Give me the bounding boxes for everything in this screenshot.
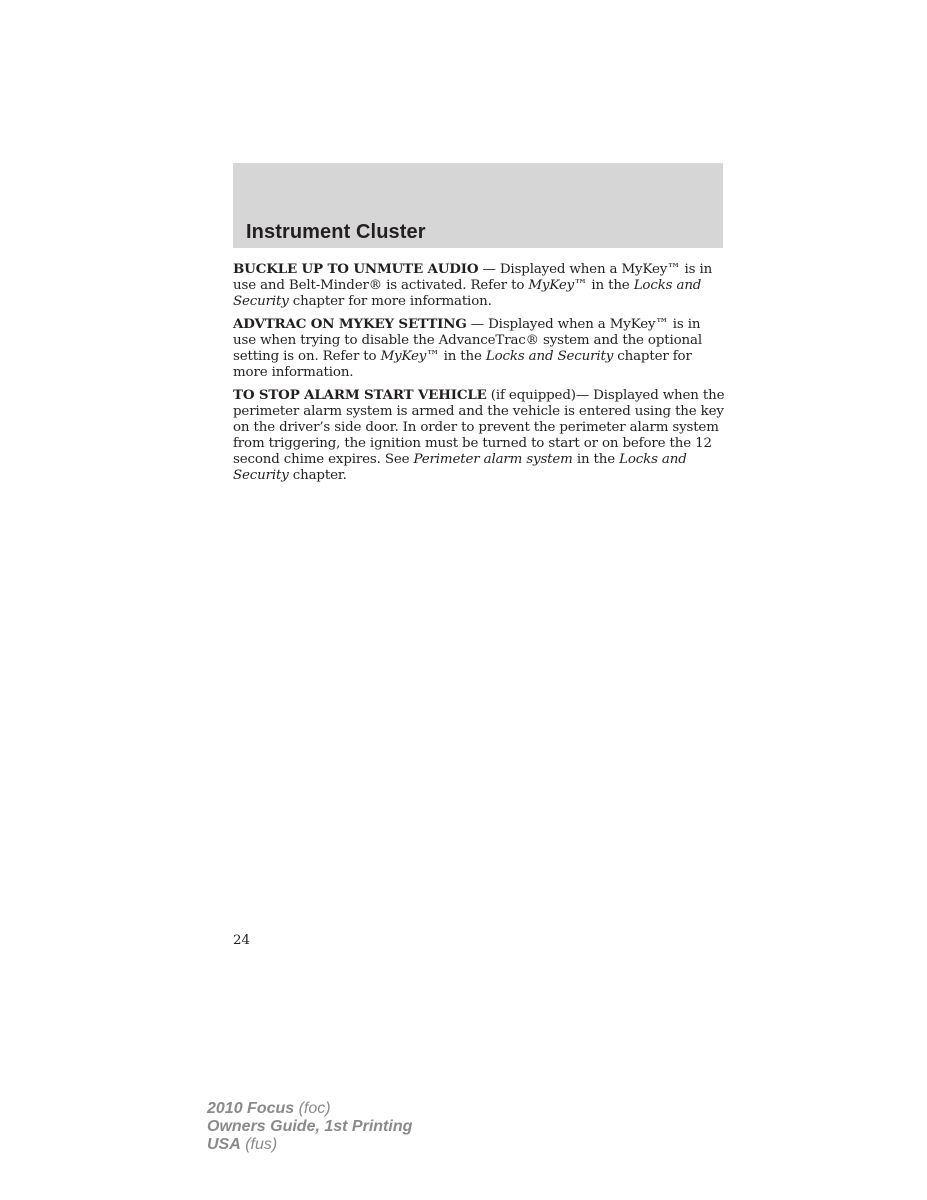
footer-line-model: [207, 1100, 412, 1118]
paragraph-text: — Displayed when a MyKey™ is in use and Belt-Minder® is activated. Refer to: [233, 262, 713, 293]
footer-market-code: (fus): [240, 1136, 278, 1153]
cross-reference: MyKey™: [528, 278, 588, 293]
paragraph-buckle-up: [233, 261, 725, 310]
footer-model: 2010 Focus: [207, 1100, 295, 1117]
chapter-reference: Locks and Security: [485, 349, 614, 364]
footer-line-printing: [207, 1118, 412, 1136]
page-number: 24: [233, 933, 251, 948]
chapter-reference: Locks and Security: [233, 452, 687, 483]
cross-reference: Perimeter alarm system: [413, 452, 573, 467]
paragraph-text: chapter for more information.: [288, 294, 492, 309]
footer-market: USA: [207, 1136, 241, 1153]
footer-model-code: (foc): [294, 1100, 331, 1117]
section-header: [233, 163, 723, 248]
paragraph-heading: ADVTRAC ON MYKEY SETTING: [233, 316, 467, 332]
paragraph-advtrac: [233, 316, 725, 381]
paragraph-text: (if equipped)— Displayed when the perimeter alarm system is armed and the vehicle is entered using the key on the driver’s side door. In order to prevent the perimeter alarm system from triggering, the ignition must be turned to start or on before the 12 second chime expires. See: [233, 388, 725, 467]
paragraph-text: in the: [572, 452, 620, 467]
body-text: [233, 261, 725, 490]
paragraph-text: in the: [587, 278, 634, 293]
paragraph-stop-alarm: [233, 387, 725, 484]
paragraph-text: in the: [439, 349, 486, 364]
footer-print-info: [207, 1100, 412, 1154]
chapter-reference: Locks and Security: [233, 278, 702, 309]
footer-printing: Owners Guide, 1st Printing: [207, 1118, 413, 1135]
paragraph-text: — Displayed when a MyKey™ is in use when trying to disable the AdvanceTrac® system and the optional setting is on. Refer to: [233, 317, 702, 364]
footer-line-market: [207, 1136, 412, 1154]
paragraph-text: chapter for more information.: [233, 349, 692, 380]
paragraph-heading: TO STOP ALARM START VEHICLE: [233, 387, 487, 403]
paragraph-heading: BUCKLE UP TO UNMUTE AUDIO: [233, 261, 479, 277]
cross-reference: MyKey™: [380, 349, 440, 364]
paragraph-text: chapter.: [288, 468, 347, 483]
section-title: Instrument Cluster: [246, 221, 426, 243]
